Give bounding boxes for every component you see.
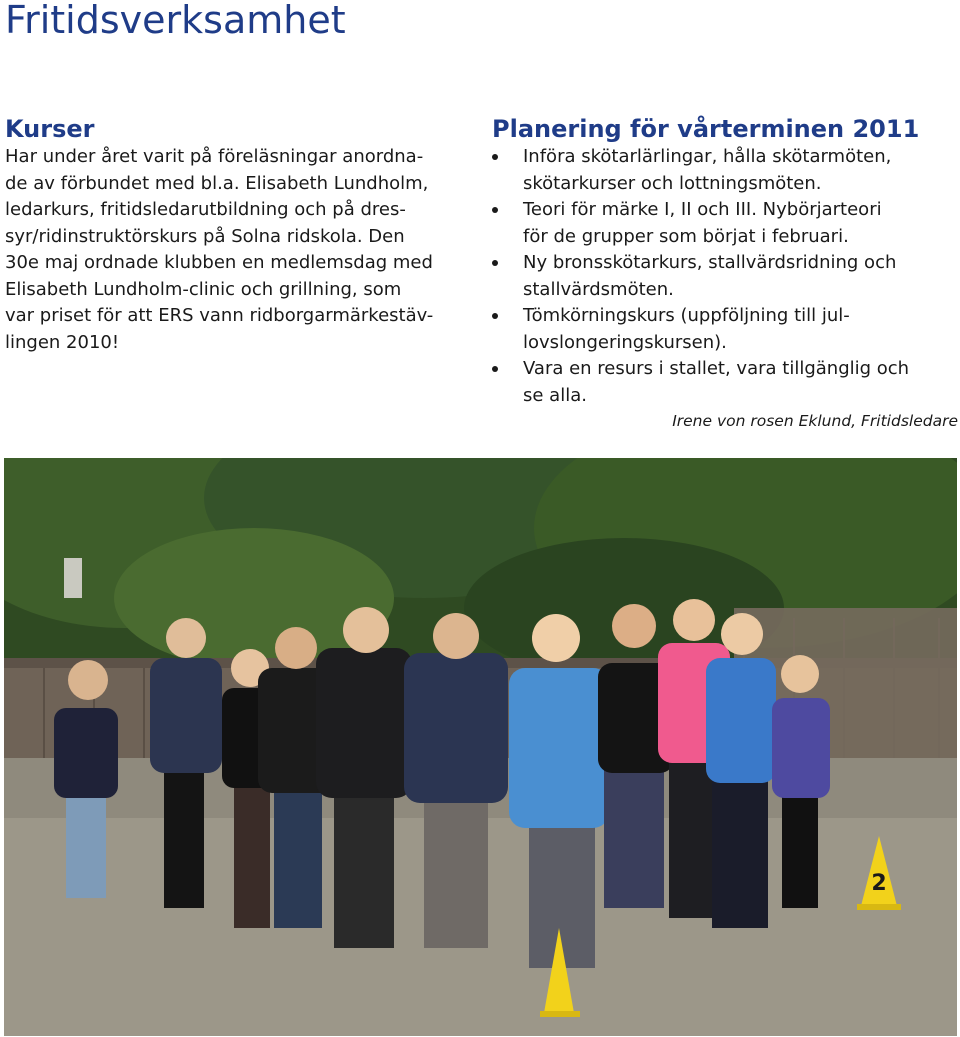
bullet-icon (492, 260, 498, 266)
planering-list (492, 144, 958, 409)
bullet-icon (492, 313, 498, 319)
list-item-line: för de grupper som börjat i februari. (523, 225, 849, 247)
kurser-line: Har under året varit på föreläsningar anordna- (5, 146, 424, 167)
kurser-line: lingen 2010! (5, 331, 120, 353)
kurser-line: Elisabeth Lundholm-clinic och grillning, som (5, 278, 402, 300)
list-item (492, 303, 958, 356)
list-item-line: Vara en resurs i stallet, vara tillgänglig och (523, 358, 910, 379)
kurser-line: syr/ridinstruktörskurs på Solna ridskola. Den (5, 225, 405, 247)
group-photo-illustration (4, 458, 957, 1036)
list-item-line: se alla. (523, 384, 587, 406)
list-item (492, 144, 958, 197)
list-item-line: lovslongeringskursen). (523, 331, 727, 353)
group-photo (4, 458, 957, 1036)
list-item-line: Införa skötarlärlingar, hålla skötarmöten, (523, 146, 892, 167)
planering-section (492, 114, 958, 431)
list-item-line: Tömkörningskurs (uppföljning till jul- (523, 305, 850, 326)
kurser-line: ledarkurs, fritidsledarutbildning och på dres- (5, 199, 406, 220)
page-title: Fritidsverksamhet (5, 0, 346, 42)
list-item-line: Teori för märke I, II och III. Nybörjarteori (523, 199, 882, 220)
list-item (492, 197, 958, 250)
list-item-line: stallvärdsmöten. (523, 278, 674, 300)
bullet-icon (492, 154, 498, 160)
cone-number: 2 (871, 871, 887, 896)
list-item (492, 250, 958, 303)
person (706, 613, 776, 928)
list-item-line: skötarkurser och lottningsmöten. (523, 172, 822, 194)
kurser-line: 30e maj ordnade klubben en medlemsdag med (5, 252, 433, 273)
planering-heading: Planering för vårterminen 2011 (492, 115, 920, 143)
bullet-icon (492, 366, 498, 372)
lamp (64, 558, 82, 598)
list-item (492, 356, 958, 409)
kurser-section (5, 114, 475, 356)
kurser-body (5, 144, 475, 356)
list-item-line: Ny bronsskötarkurs, stallvärdsridning och (523, 252, 897, 273)
bullet-icon (492, 207, 498, 213)
kurser-heading: Kurser (5, 115, 95, 143)
kurser-line: var priset för att ERS vann ridborgarmärkestäv- (5, 305, 434, 326)
kurser-line: de av förbundet med bl.a. Elisabeth Lundholm, (5, 172, 429, 194)
signature: Irene von rosen Eklund, Fritidsledare (672, 412, 958, 430)
